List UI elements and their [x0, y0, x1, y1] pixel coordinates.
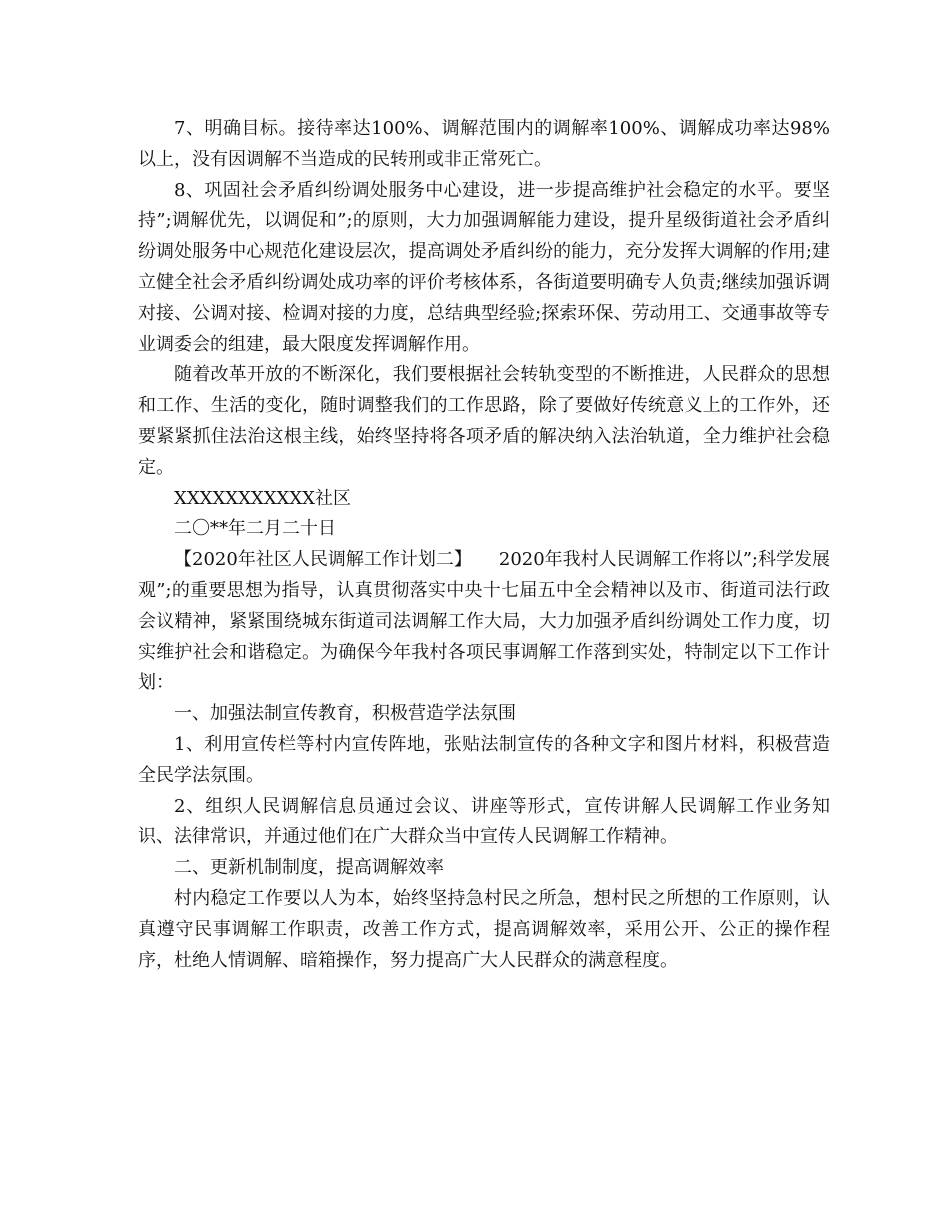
heading-section-one: 一、加强法制宣传教育，积极营造学法氛围	[174, 703, 516, 725]
paragraph-community-signature: XXXXXXXXXXX社区	[174, 487, 351, 509]
document-body	[138, 114, 830, 976]
paragraph-item-one: 1、利用宣传栏等村内宣传阵地，张贴法制宣传的各种文字和图片材料，积极营造全民学法氛围。	[138, 733, 830, 786]
paragraph-plan-two-intro: 【2020年社区人民调解工作计划二】 2020年我村人民调解工作将以”;科学发展观”;的重要思想为指导，认真贯彻落实中央十七届五中全会精神以及市、街道司法行政会议精神，紧紧围绕城东街道司法调解工作大局，大力加强矛盾纠纷调处工作力度，切实维护社会和谐稳定。为确保今年我村各项民事调解工作落到实处，特制定以下工作计划：	[138, 549, 830, 694]
paragraph-stability-work: 村内稳定工作要以人为本，始终坚持急村民之所急，想村民之所想的工作原则，认真遵守民事调解工作职责，改善工作方式，提高调解效率，采用公开、公正的操作程序，杜绝人情调解、暗箱操作，努力提高广大人民群众的满意程度。	[138, 887, 830, 971]
paragraph-item-two: 2、组织人民调解信息员通过会议、讲座等形式，宣传讲解人民调解工作业务知识、法律常识，并通过他们在广大群众当中宣传人民调解工作精神。	[138, 795, 830, 848]
paragraph-reform-deepening: 随着改革开放的不断深化，我们要根据社会转轨变型的不断推进，人民群众的思想和工作、生活的变化，随时调整我们的工作思路，除了要做好传统意义上的工作外，还要紧紧抓住法治这根主线，始终坚持将各项矛盾的解决纳入法治轨道，全力维护社会稳定。	[138, 364, 830, 478]
paragraph-date: 二〇**年二月二十日	[174, 518, 336, 540]
paragraph-goal-targets: 7、明确目标。接待率达100%、调解范围内的调解率100%、调解成功率达98%以上，没有因调解不当造成的民转刑或非正常死亡。	[138, 118, 830, 170]
heading-section-two: 二、更新机制制度，提高调解效率	[174, 857, 444, 879]
paragraph-consolidate-center: 8、巩固社会矛盾纠纷调处服务中心建设，进一步提高维护社会稳定的水平。要坚持”;调解优先，以调促和”;的原则，大力加强调解能力建设，提升星级街道社会矛盾纠纷调处服务中心规范化建设层次，提高调处矛盾纠纷的能力，充分发挥大调解的作用;建立健全社会矛盾纠纷调处成功率的评价考核体系，各街道要明确专人负责;继续加强诉调对接、公调对接、检调对接的力度，总结典型经验;探索环保、劳动用工、交通事故等专业调委会的组建，最大限度发挥调解作用。	[138, 179, 830, 355]
